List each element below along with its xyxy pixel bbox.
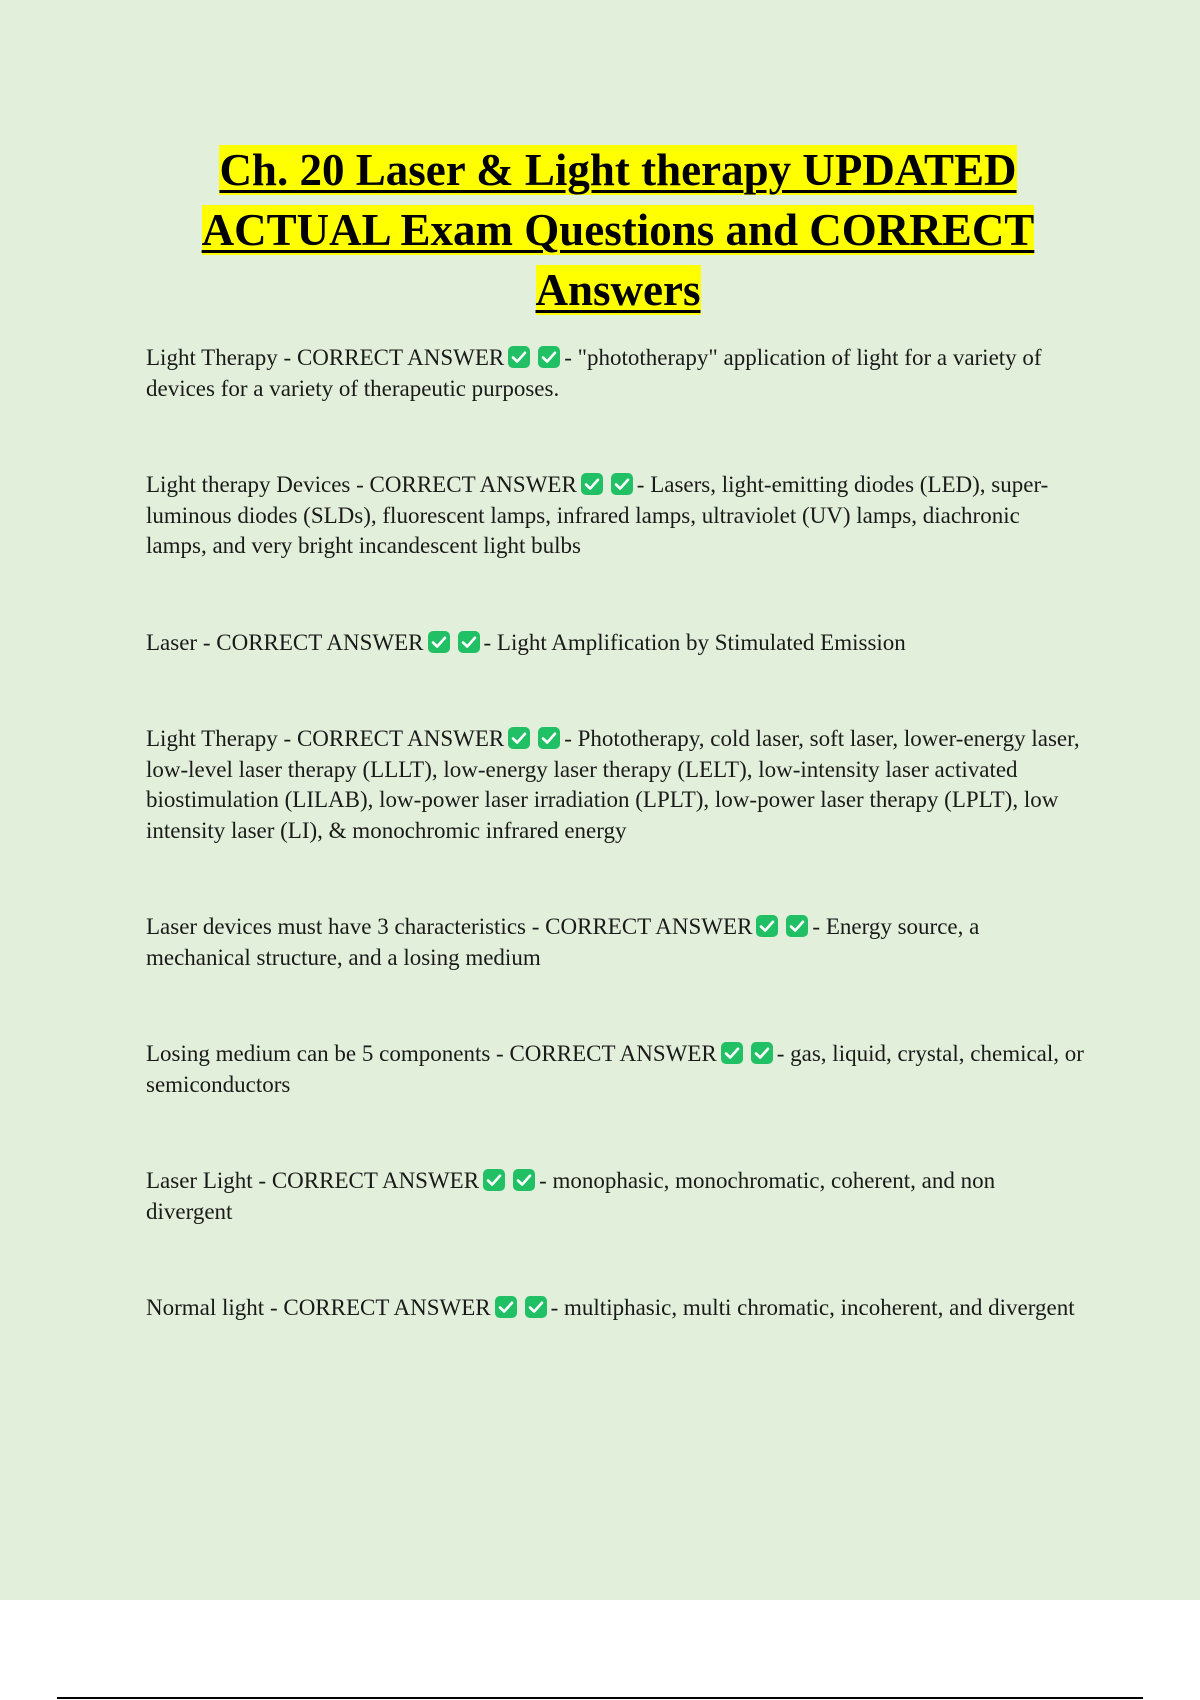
qa-answer: Light Amplification by Stimulated Emission xyxy=(496,629,906,655)
qa-term: Losing medium can be 5 components xyxy=(146,1041,491,1066)
check-mark-icon xyxy=(610,472,634,496)
check-mark-icon xyxy=(507,726,531,750)
qa-item: Light Therapy - CORRECT ANSWER - Phototherapy, cold laser, soft laser, lower-energy laser, low-level laser therapy (LLLT), low-energy laser therapy (LELT), low-intensity laser activated biostimulation (LILAB), low-power laser irradiation (LPLT), low-power laser therapy (LPLT), low intensity laser (LI), & monochromic infrared energy xyxy=(146,726,1080,843)
qa-answer: multiphasic, multi chromatic, incoherent, and divergent xyxy=(564,1295,1075,1320)
check-mark-icon xyxy=(524,1295,548,1319)
qa-item: Laser - CORRECT ANSWER - Light Amplification by Stimulated Emission xyxy=(146,629,906,655)
qa-term: Laser Light xyxy=(146,1168,253,1193)
check-mark-icon xyxy=(785,914,809,938)
qa-term: Light therapy Devices xyxy=(146,472,351,497)
qa-item: Laser devices must have 3 characteristics - CORRECT ANSWER - Energy source, a mechanical structure, and a losing medium xyxy=(146,914,980,970)
document-title xyxy=(140,140,1096,320)
qa-term: Light Therapy xyxy=(146,726,278,751)
check-mark-icon xyxy=(457,630,481,654)
qa-answer: Lasers, light-emitting diodes (LED), super-luminous diodes (SLDs), fluorescent lamps, infrared lamps, ultraviolet (UV) lamps, diachronic lamps, and very bright incandescent light bulbs xyxy=(146,472,1049,558)
check-mark-icon xyxy=(537,345,561,369)
check-mark-icon xyxy=(512,1168,536,1192)
qa-list xyxy=(146,343,1086,1390)
check-mark-icon xyxy=(482,1168,506,1192)
qa-item: Laser Light - CORRECT ANSWER - monophasic, monochromatic, coherent, and non divergent xyxy=(146,1168,996,1224)
correct-answer-label: CORRECT ANSWER xyxy=(271,1168,480,1193)
check-mark-icon xyxy=(755,914,779,938)
correct-answer-label: CORRECT ANSWER xyxy=(509,1041,717,1066)
check-mark-icon xyxy=(507,345,531,369)
check-mark-icon xyxy=(494,1295,518,1319)
qa-item: Normal light - CORRECT ANSWER - multiphasic, multi chromatic, incoherent, and divergent xyxy=(146,1295,1075,1320)
qa-item: Light therapy Devices - CORRECT ANSWER - Lasers, light-emitting diodes (LED), super-luminous diodes (SLDs), fluorescent lamps, infrared lamps, ultraviolet (UV) lamps, diachronic lamps, and very bright incandescent light bulbs xyxy=(146,472,1049,558)
check-mark-icon xyxy=(537,726,561,750)
qa-answer: monophasic, monochromatic, coherent, and non divergent xyxy=(146,1168,996,1224)
check-mark-icon xyxy=(750,1041,774,1065)
check-mark-icon xyxy=(580,472,604,496)
correct-answer-label: CORRECT ANSWER xyxy=(545,914,753,939)
qa-item: Losing medium can be 5 components - CORRECT ANSWER - gas, liquid, crystal, chemical, or semiconductors xyxy=(146,1041,1084,1097)
correct-answer-label: CORRECT ANSWER xyxy=(283,1295,491,1320)
document-title-text: Ch. 20 Laser & Light therapy UPDATED ACTUAL Exam Questions and CORRECT Answers xyxy=(201,145,1035,315)
qa-term: Laser devices must have 3 characteristics xyxy=(146,914,526,939)
check-mark-icon xyxy=(720,1041,744,1065)
qa-answer: Energy source, a mechanical structure, and a losing medium xyxy=(146,914,980,970)
qa-answer: gas, liquid, crystal, chemical, or semiconductors xyxy=(146,1041,1084,1097)
correct-answer-label: CORRECT ANSWER xyxy=(296,345,505,370)
qa-term: Laser xyxy=(146,629,198,655)
qa-answer: Phototherapy, cold laser, soft laser, lower-energy laser, low-level laser therapy (LLLT), low-energy laser therapy (LELT), low-intensity laser activated biostimulation (LILAB), low-power laser irradiation (LPLT), low-power laser therapy (LPLT), low intensity laser (LI), & monochromic infrared energy xyxy=(146,726,1080,843)
qa-term: Normal light xyxy=(146,1295,265,1320)
qa-answer: "phototherapy" application of light for a variety of devices for a variety of therapeutic purposes. xyxy=(146,345,1042,401)
correct-answer-label: CORRECT ANSWER xyxy=(296,726,505,751)
qa-term: Light Therapy xyxy=(146,345,278,370)
footer-divider xyxy=(57,1697,1143,1699)
qa-item: Light Therapy - CORRECT ANSWER - "phototherapy" application of light for a variety of devices for a variety of therapeutic purposes. xyxy=(146,345,1042,401)
check-mark-icon xyxy=(427,630,451,654)
correct-answer-label: CORRECT ANSWER xyxy=(369,472,577,497)
correct-answer-label: CORRECT ANSWER xyxy=(216,629,424,655)
